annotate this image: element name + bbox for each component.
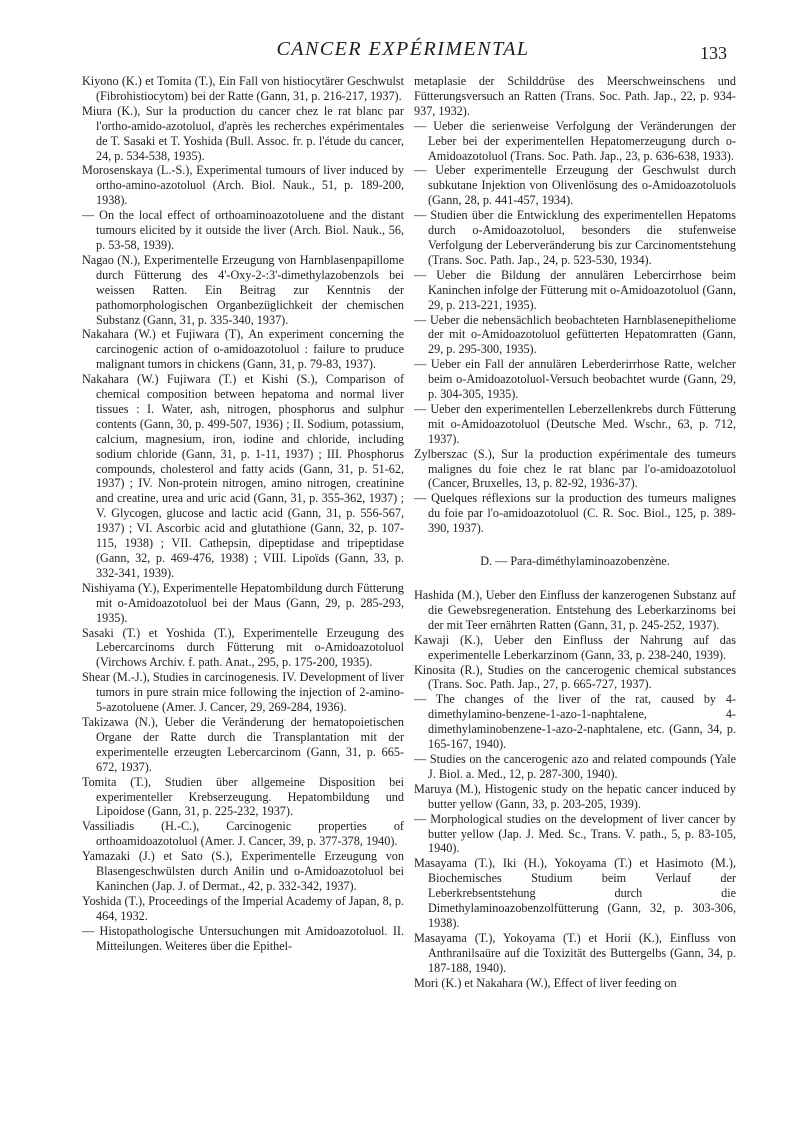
reference-entry: — Ueber experimentelle Erzeugung der Geschwulst durch subkutane Injektion von Olivenlösung des o-Amidoazotoluols (Gann, 28, p. 441-457, 1934). bbox=[414, 163, 736, 208]
reference-entry: Tomita (T.), Studien über allgemeine Disposition bei experimenteller Krebserzeugung. Hepatombildung und Lipoidose (Gann, 31, p. 225-232, 1937). bbox=[82, 774, 404, 819]
reference-entry: — Ueber ein Fall der annulären Leberderirrhose Ratte, welcher beim o-Amidoazotoluol-Versuch beobachtet wurde (Gann, 29, p. 304-305, 1935). bbox=[414, 357, 736, 402]
reference-entry: — Morphological studies on the development of liver cancer by butter yellow (Jap. J. Med. Sc., Trans. V. path., 5, p. 83-105, 1940). bbox=[414, 811, 736, 856]
reference-entry: Zylberszac (S.), Sur la production expérimentale des tumeurs malignes du foie chez le rat blanc par l'o-amidoazotoluol (Cancer, Bruxelles, 13, p. 82-92, 1936-37). bbox=[414, 446, 736, 491]
left-column bbox=[82, 74, 404, 953]
reference-continuation: metaplasie der Schilddrüse des Meerschweinschens und Fütterungsversuch an Ratten (Trans. Soc. Path. Jap., 22, p. 934-937, 1932). bbox=[414, 74, 736, 118]
reference-entry: Mori (K.) et Nakahara (W.), Effect of liver feeding on bbox=[414, 975, 677, 990]
reference-entry: Shear (M.-J.), Studies in carcinogenesis. IV. Development of liver tumors in pure strain mice following the injection of 2-amino-5-azotoluene (Amer. J. Cancer, 29, 269-284, 1936). bbox=[82, 670, 404, 715]
reference-entry: Nakahara (W.) Fujiwara (T.) et Kishi (S.), Comparison of chemical composition between hepatoma and normal liver tissues : I. Water, ash, nitrogen, phosphorus and sulphur contents (Gann, 30, p. 499-507, 1936) ; II. Sodium, potassium, calcium, magnesium, iron, iodine and chloride, including sodium chloride (Gann, 31, p. 1-11, 1937) ; III. Phosphorus compounds, cholesterol and fatty acids (Gann, 31, p. 51-62, 1937) ; IV. Non-protein nitrogen, amino nitrogen, creatinine and creatine, urea and uric acid (Gann, 31, p. 355-362, 1937) ; V. Glycogen, glucose and lactic acid (Gann, 31, p. 556-567, 1937) ; VI. Ascorbic acid and glutathione (Gann, 32, p. 107-115, 1938) ; VII. Cathepsin, dipeptidase and tripeptidase (Gann, 32, p. 469-476, 1938) ; VIII. Lipoïds (Gann, 33, p. 332-341, 1939). bbox=[82, 372, 404, 580]
reference-entry: Kawaji (K.), Ueber den Einfluss der Nahrung auf das experimentelle Leberkarzinom (Gann, 33, p. 238-240, 1939). bbox=[414, 632, 736, 662]
reference-entry: — Ueber die nebensächlich beobachteten Harnblasenepitheliome der mit o-Amidoazotoluol gefütterten Hepatomratten (Gann, 29, p. 295-300, 1935). bbox=[414, 312, 736, 357]
reference-entry: — Studies on the cancerogenic azo and related compounds (Yale J. Biol. a. Med., 12, p. 287-300, 1940). bbox=[414, 751, 736, 781]
reference-entry: — On the local effect of orthoaminoazotoluene and the distant tumours elicited by it outside the liver (Arch. Biol. Nauk., 56, p. 53-58, 1939). bbox=[82, 208, 404, 252]
reference-entry: Nakahara (W.) et Fujiwara (T), An experiment concerning the carcinogenic action of o-amidoazotoluol : failure to pruduce malignant tumors in chickens (Gann, 31, p. 79-83, 1937). bbox=[82, 327, 404, 372]
reference-entry: Sasaki (T.) et Yoshida (T.), Experimentelle Erzeugung des Lebercarcinoms durch Fütterung mit o-Amidoazotoluol (Virchows Archiv. f. path. Anat., 295, p. 175-200, 1935). bbox=[82, 625, 404, 670]
reference-entry: Kiyono (K.) et Tomita (T.), Ein Fall von histiocytärer Geschwulst (Fibrohistiocytom) bei der Ratte (Gann, 31, p. 216-217, 1937). bbox=[82, 74, 404, 103]
reference-entry: Nagao (N.), Experimentelle Erzeugung von Harnblasenpapillome durch Fütterung des 4'-Oxy-2-:3'-dimethylazobenzols bei weissen Ratten. Ein Beitrag zur Kenntnis der pathomorphologischen Organbezüglichkeit der chemischen Substanz (Gann, 31, p. 335-340, 1937). bbox=[82, 252, 404, 327]
reference-entry: Morosenskaya (L.-S.), Experimental tumours of liver induced by ortho-amino-azotoluol (Arch. Biol. Nauk., 51, p. 189-200, 1938). bbox=[82, 163, 404, 208]
reference-entry: Masayama (T.), Iki (H.), Yokoyama (T.) et Hasimoto (M.), Biochemisches Studium beim Verlauf der Leberkrebsentstehung durch die Dimethylaminoazobenzolfütterung (Gann, 32, p. 303-306, 1938). bbox=[414, 856, 736, 930]
reference-entry: — Ueber den experimentellen Leberzellenkrebs durch Fütterung mit o-Amidoazotoluol (Deutsche Med. Wschr., 63, p. 712, 1937). bbox=[414, 401, 736, 446]
reference-entry: Takizawa (N.), Ueber die Veränderung der hematopoietischen Organe der Ratte durch die Transplantation mit der experimentelle erzeugten Lebercarcinom (Gann, 31, p. 665-672, 1937). bbox=[82, 714, 404, 774]
reference-entry: — Ueber die serienweise Verfolgung der Veränderungen der Leber bei der experimentellen Hepatomerzeugung durch o-Amidoazotoluol (Trans. Soc. Path. Jap., 23, p. 636-638, 1933). bbox=[414, 118, 736, 163]
reference-entry: Yamazaki (J.) et Sato (S.), Experimentelle Erzeugung von Blasengeschwülsten durch Anilin und o-Amidoazotoluol bei Kaninchen (Jap. J. of Dermat., 42, p. 332-342, 1937). bbox=[82, 849, 404, 893]
reference-entry: Masayama (T.), Yokoyama (T.) et Horii (K.), Einfluss von Anthranilsaüre auf die Toxizität des Buttergelbs (Gann, 34, p. 187-188, 1940). bbox=[414, 930, 736, 975]
page-number: 133 bbox=[700, 43, 727, 63]
reference-entry: — Histopathologische Untersuchungen mit Amidoazotoluol. II. Mitteilungen. Weiteres über die Epithel- bbox=[82, 923, 404, 953]
reference-entry: — Studien über die Entwicklung des experimentellen Hepatoms durch o-Amidoazotoluol, besonders die stufenweise Verfolgung der Leberveränderung bis zur Carcinomentstehung (Trans. Soc. Path. Jap., 24, p. 523-530, 1934). bbox=[414, 208, 736, 267]
reference-entry: Vassiliadis (H.-C.), Carcinogenic properties of orthoamidoazotoluol (Amer. J. Cancer, 39, p. 377-378, 1940). bbox=[82, 819, 404, 849]
reference-entry: Hashida (M.), Ueber den Einfluss der kanzerogenen Substanz auf die Gewebsregeneration. Entstehung des Leberkarzinoms bei der mit Teer ernährten Ratten (Gann, 31, p. 245-252, 1937). bbox=[414, 588, 736, 632]
reference-entry: — Quelques réflexions sur la production des tumeurs malignes du foie par l'o-amidoazotoluol (C. R. Soc. Biol., 125, p. 389-390, 1937). bbox=[414, 491, 736, 536]
running-head: CANCER EXPÉRIMENTAL bbox=[276, 38, 530, 60]
reference-entry: Kinosita (R.), Studies on the cancerogenic chemical substances (Trans. Soc. Path. Jap., 27, p. 665-727, 1937). bbox=[414, 662, 736, 692]
reference-entry: — The changes of the liver of the rat, caused by 4-dimethylamino-benzene-1-azo-1-naphtalene, 4-dimethylaminobenzene-1-azo-2-naphtalene, etc. (Gann, 34, p. 165-167, 1940). bbox=[414, 692, 736, 752]
reference-entry: Nishiyama (Y.), Experimentelle Hepatombildung durch Fütterung mit o-Amidoazotoluol bei der Maus (Gann, 29, p. 285-293, 1935). bbox=[82, 580, 404, 625]
reference-entry: Yoshida (T.), Proceedings of the Imperial Academy of Japan, 8, p. 464, 1932. bbox=[82, 893, 404, 923]
reference-entry: Miura (K.), Sur la production du cancer chez le rat blanc par l'ortho-amido-azotoluol, d'après les recherches expérimentales de T. Sasaki et T. Yoshida (Bull. Assoc. fr. p. l'étude du cancer, 24, p. 534-538, 1935). bbox=[82, 103, 404, 163]
reference-entry: — Ueber die Bildung der annulären Lebercirrhose beim Kaninchen infolge der Fütterung mit o-Amidoazotoluol (Gann, 29, p. 213-221, 1935). bbox=[414, 267, 736, 312]
reference-entry: Maruya (M.), Histogenic study on the hepatic cancer induced by butter yellow (Gann, 33, p. 203-205, 1939). bbox=[414, 781, 736, 811]
section-heading: D. — Para-diméthylaminoazobenzène. bbox=[480, 554, 670, 569]
right-column bbox=[414, 74, 736, 990]
